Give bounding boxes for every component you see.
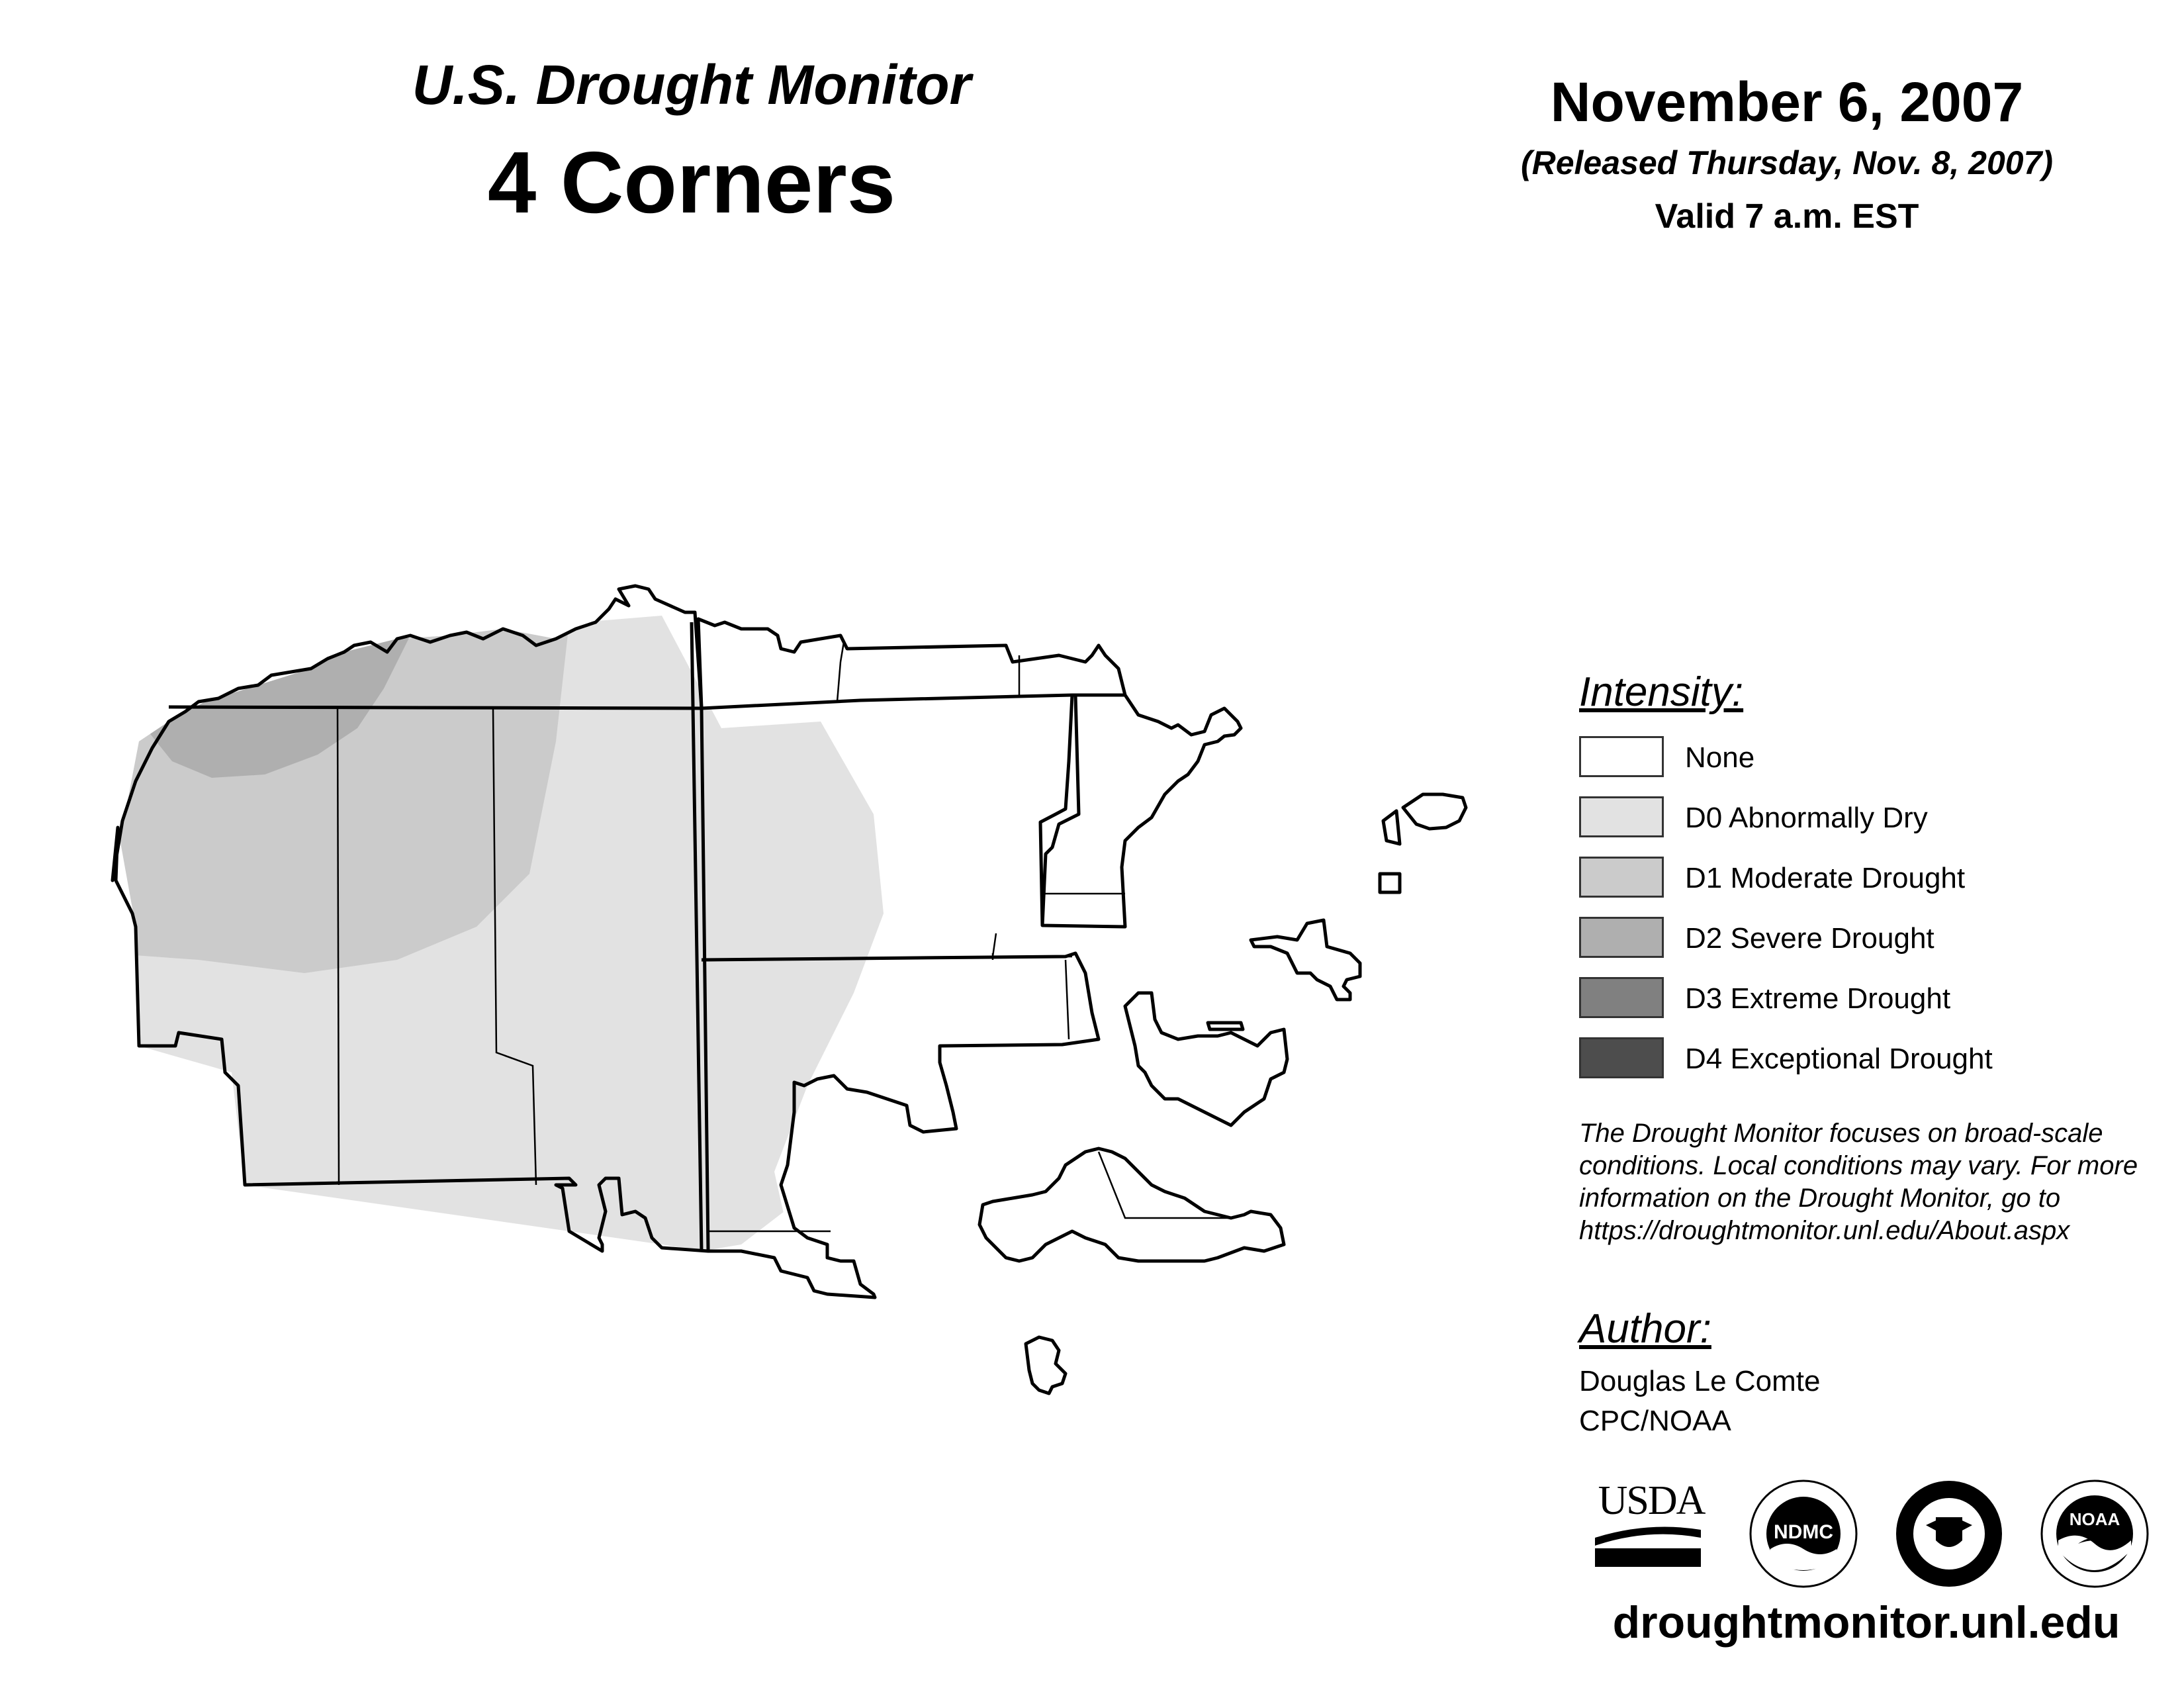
usda-logo-text: USDA [1598, 1478, 1705, 1523]
legend-item-none [1579, 736, 2109, 780]
east-cluster-outline [1251, 920, 1360, 1000]
south-island-outline [1026, 1337, 1066, 1393]
ndmc-logo [1747, 1477, 1860, 1590]
region-title: 4 Corners [487, 134, 896, 231]
legend-label: D2 Severe Drought [1685, 922, 1934, 955]
noaa-logo-text: NOAA [2069, 1509, 2120, 1529]
southeast-outline [979, 1149, 1284, 1261]
commerce-seal-logo [1893, 1477, 2005, 1590]
legend-swatch [1579, 857, 1664, 898]
legend-item-d2 [1579, 917, 2109, 961]
legend-label: D0 Abnormally Dry [1685, 802, 1928, 834]
legend-item-d3 [1579, 977, 2109, 1021]
legend-item-d1 [1579, 857, 2109, 900]
disclaimer-note [1579, 1117, 2175, 1247]
legend-title: Intensity: [1579, 669, 1744, 715]
usda-logo [1595, 1477, 1707, 1570]
note-url[interactable]: https://droughtmonitor.unl.edu/About.aspx [1579, 1216, 2070, 1245]
legend-swatch [1579, 796, 1664, 837]
northeast-island-outline [1403, 794, 1466, 829]
map-title: U.S. Drought Monitor [412, 54, 972, 116]
usda-swoosh-icon [1595, 1524, 1701, 1567]
ndmc-logo-text: NDMC [1774, 1521, 1833, 1543]
noaa-logo [2038, 1477, 2151, 1590]
note-line: The Drought Monitor focuses on broad-scale [1579, 1119, 2103, 1148]
legend-label: D3 Extreme Drought [1685, 982, 1951, 1015]
legend-item-d4 [1579, 1037, 2109, 1081]
author-org: CPC/NOAA [1579, 1405, 1731, 1437]
legend-swatch [1579, 1037, 1664, 1078]
county-line-4 [837, 642, 844, 702]
east-small-outline [1208, 1023, 1243, 1029]
legend-swatch [1579, 917, 1664, 958]
website-link[interactable]: droughtmonitor.unl.edu [1612, 1597, 2120, 1648]
legend-label: None [1685, 741, 1755, 774]
drought-shading [99, 616, 884, 1258]
east-islet-outline [1380, 874, 1400, 892]
legend-swatch [1579, 736, 1664, 777]
legend-label: D4 Exceptional Drought [1685, 1043, 1993, 1075]
legend-item-d0 [1579, 796, 2109, 840]
note-line: conditions. Local conditions may vary. For more [1579, 1151, 2138, 1180]
county-line-10 [1099, 1152, 1231, 1218]
southeast-east-outline [1125, 993, 1287, 1125]
northeast-islet-outline [1383, 811, 1400, 844]
valid-time: Valid 7 a.m. EST [1655, 197, 1919, 236]
author-title: Author: [1579, 1306, 1711, 1352]
release-date: (Released Thursday, Nov. 8, 2007) [1520, 144, 2054, 181]
note-line: information on the Drought Monitor, go to [1579, 1184, 2061, 1213]
map-date: November 6, 2007 [1550, 71, 2024, 133]
legend-swatch [1579, 977, 1664, 1018]
county-line-8 [1066, 960, 1069, 1039]
legend-label: D1 Moderate Drought [1685, 862, 1966, 894]
author-name: Douglas Le Comte [1579, 1365, 1821, 1397]
